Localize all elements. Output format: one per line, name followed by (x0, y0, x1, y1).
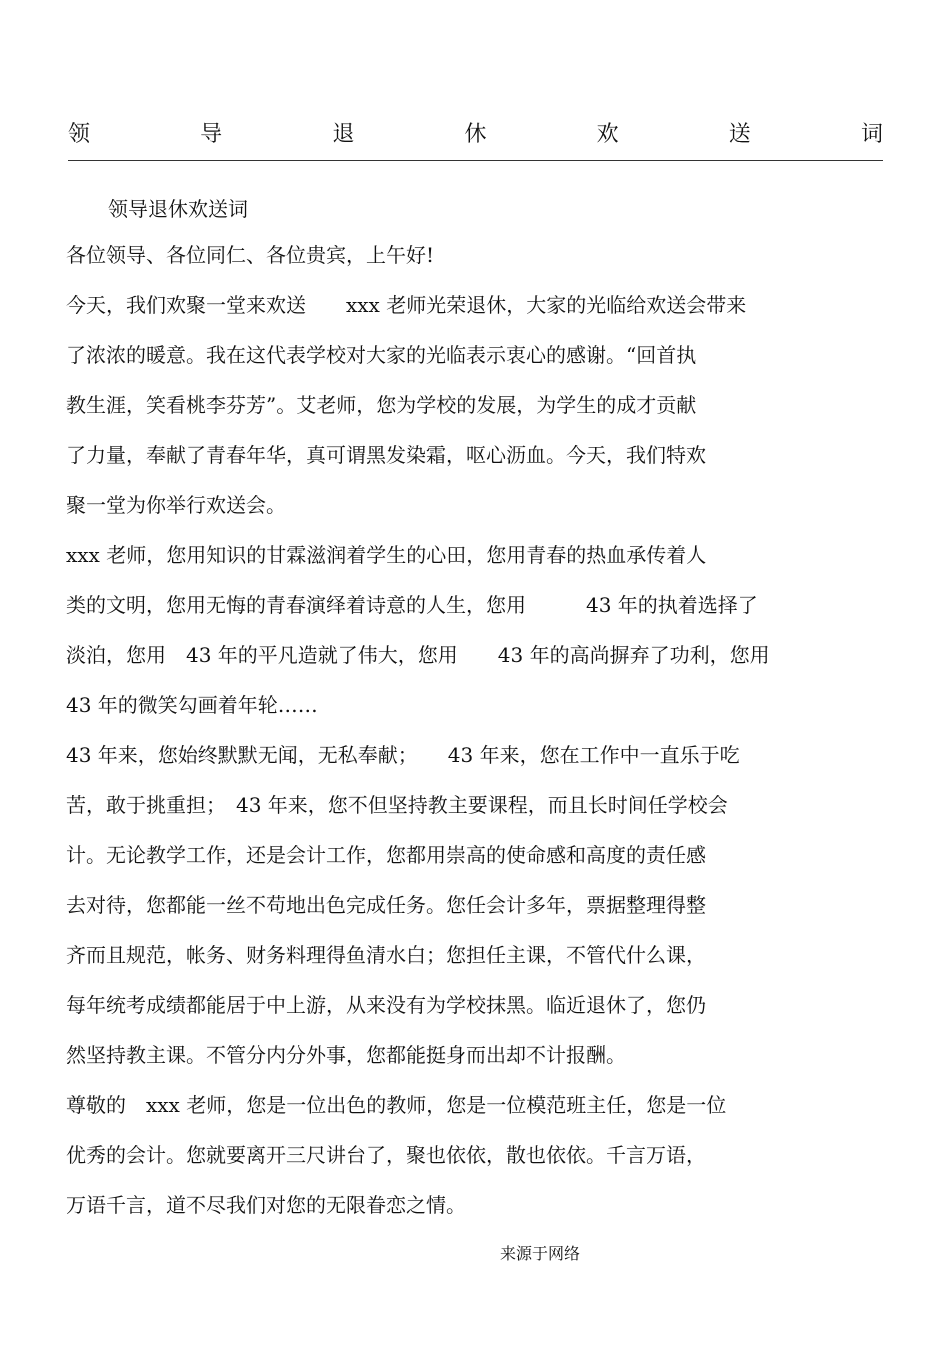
body-line: 然坚持教主课。不管分内分外事，您都能挺身而出却不计报酬。 (66, 1043, 626, 1067)
document-subtitle: 领导退休欢送词 (108, 197, 248, 221)
body-line: 了浓浓的暖意。我在这代表学校对大家的光临表示衷心的感谢。“回首执 (66, 343, 697, 367)
header-char: 领 (68, 122, 91, 147)
header-char: 退 (332, 122, 355, 147)
header-char: 欢 (596, 122, 619, 147)
header-title (68, 120, 883, 150)
body-line: 齐而且规范，帐务、财务料理得鱼清水白；您担任主课，不管代什么课， (66, 943, 706, 967)
body-line: 教生涯，笑看桃李芬芳”。艾老师，您为学校的发展，为学生的成才贡献 (66, 393, 697, 417)
body-line: 万语千言，道不尽我们对您的无限眷恋之情。 (66, 1193, 466, 1217)
body-line: 苦，敢于挑重担； 43 年来，您不但坚持教主要课程，而且长时间任学校会 (66, 793, 728, 817)
body-line: 优秀的会计。您就要离开三尺讲台了，聚也依依，散也依依。千言万语， (66, 1143, 706, 1167)
header-char: 送 (728, 122, 751, 147)
body-line: 43 年来，您始终默默无闻，无私奉献； 43 年来，您在工作中一直乐于吃 (66, 743, 740, 767)
header-char: 词 (860, 122, 883, 147)
source-footer: 来源于网络 (500, 1244, 581, 1263)
body-line: 淡泊，您用 43 年的平凡造就了伟大，您用 43 年的高尚摒弃了功利，您用 (66, 643, 770, 667)
body-line: 尊敬的 xxx 老师，您是一位出色的教师，您是一位模范班主任，您是一位 (66, 1093, 727, 1117)
body-line: 聚一堂为你举行欢送会。 (66, 493, 286, 517)
body-line: xxx 老师，您用知识的甘霖滋润着学生的心田，您用青春的热血承传着人 (66, 543, 707, 567)
body-line: 类的文明，您用无悔的青春演绎着诗意的人生，您用 43 年的执着选择了 (66, 593, 758, 617)
body-line: 计。无论教学工作，还是会计工作，您都用崇高的使命感和高度的责任感 (66, 843, 706, 867)
header-char: 休 (464, 122, 487, 147)
body-line: 每年统考成绩都能居于中上游，从来没有为学校抹黑。临近退休了，您仍 (66, 993, 706, 1017)
body-line: 了力量，奉献了青春年华，真可谓黑发染霜，呕心沥血。今天，我们特欢 (66, 443, 706, 467)
document-header (68, 120, 883, 161)
header-char: 导 (200, 122, 223, 147)
body-line: 各位领导、各位同仁、各位贵宾，上午好! (66, 243, 435, 267)
body-line: 今天，我们欢聚一堂来欢送 xxx 老师光荣退休，大家的光临给欢送会带来 (66, 293, 747, 317)
body-line: 去对待，您都能一丝不苟地出色完成任务。您任会计多年，票据整理得整 (66, 893, 706, 917)
body-line: 43 年的微笑勾画着年轮…… (66, 693, 318, 717)
